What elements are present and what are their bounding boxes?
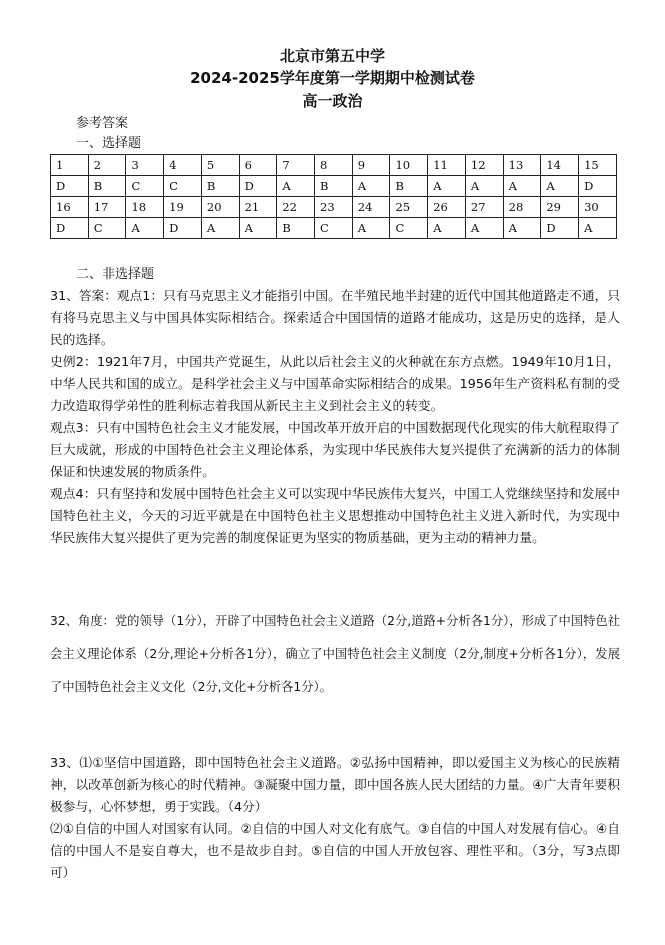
question-32-answer: 32、角度：党的领导（1分），开辟了中国特色社会主义道路（2分,道路+分析各1分），形成了中国特色社会主义理论体系（2分,理论+分析各1分），确立了中国特色社会主义制度（2分,制度+分析各1分），发展了中国特色社会主义文化（2分,文化+分析各1分）。 <box>50 614 620 694</box>
table-cell: 24 <box>352 197 390 218</box>
table-cell: 10 <box>390 155 428 176</box>
table-cell: 25 <box>390 197 428 218</box>
table-cell: 15 <box>579 155 617 176</box>
table-cell: 22 <box>277 197 315 218</box>
table-cell: 26 <box>428 197 466 218</box>
table-cell: A <box>277 176 315 197</box>
table-cell: 27 <box>465 197 503 218</box>
table-cell: B <box>201 176 239 197</box>
table-cell: 9 <box>352 155 390 176</box>
table-cell: A <box>541 176 579 197</box>
table-row-answers <box>51 176 617 197</box>
table-cell: 20 <box>201 197 239 218</box>
table-cell: A <box>428 218 466 239</box>
table-row-question-numbers <box>51 155 617 176</box>
table-cell: 6 <box>239 155 277 176</box>
table-cell: A <box>352 218 390 239</box>
table-cell: 18 <box>126 197 164 218</box>
non-choice-heading: 二、非选择题 <box>76 267 155 282</box>
table-cell: A <box>239 218 277 239</box>
table-cell: 1 <box>51 155 89 176</box>
table-cell: C <box>126 176 164 197</box>
table-cell: B <box>277 218 315 239</box>
table-cell: D <box>579 176 617 197</box>
table-cell: A <box>201 218 239 239</box>
question-33-answer <box>50 752 620 884</box>
table-cell: 21 <box>239 197 277 218</box>
table-cell: 5 <box>201 155 239 176</box>
table-cell: 23 <box>315 197 353 218</box>
table-cell: A <box>503 176 541 197</box>
school-name: 北京市第五中学 <box>279 47 385 65</box>
table-cell: 8 <box>315 155 353 176</box>
q31-view-1: 31、答案：观点1：只有马克思主义才能指引中国。在半殖民地半封建的近代中国其他道路走不通，只有将马克思主义与中国具体实际相结合。探索适合中国国情的道路才能成功，这是历史的选择，是人民的选择。 <box>50 288 620 347</box>
table-cell: C <box>164 176 202 197</box>
table-cell: 29 <box>541 197 579 218</box>
table-cell: 13 <box>503 155 541 176</box>
table-cell: 4 <box>164 155 202 176</box>
table-cell: D <box>239 176 277 197</box>
exam-title: 2024-2025学年度第一学期期中检测试卷 <box>190 69 475 87</box>
table-cell: 17 <box>88 197 126 218</box>
table-row-answers <box>51 218 617 239</box>
table-cell: 12 <box>465 155 503 176</box>
table-cell: 11 <box>428 155 466 176</box>
table-cell: 2 <box>88 155 126 176</box>
table-cell: D <box>164 218 202 239</box>
subject-title: 高一政治 <box>302 92 363 110</box>
table-cell: A <box>465 218 503 239</box>
q33-part-1: 33、⑴①坚信中国道路，即中国特色社会主义道路。②弘扬中国精神，即以爱国主义为核心的民族精神，以改革创新为核心的时代精神。③凝聚中国力量，即中国各族人民大团结的力量。④广大青年要积极参与，心怀梦想，勇于实践。（4分） <box>50 755 620 814</box>
table-cell: 7 <box>277 155 315 176</box>
q31-view-4: 观点4：只有坚持和发展中国特色社会主义可以实现中华民族伟大复兴，中国工人党继续坚持和发展中国特色社主义，今天的习近平就是在中国特色社主义思想推动中国特色社主义进入新时代，为实现中华民族伟大复兴提供了更为完善的制度保证更为坚实的物质基础，更为主动的精神力量。 <box>50 486 620 545</box>
q31-view-3: 观点3：只有中国特色社会主义才能发展，中国改革开放开启的中国数据现代化现实的伟大航程取得了巨大成就，形成的中国特色社会主义理论体系，为实现中华民族伟大复兴提供了充满新的活力的体制保证和快速发展的物质条件。 <box>50 420 620 479</box>
table-cell: C <box>88 218 126 239</box>
q31-example-2: 史例2：1921年7月，中国共产党诞生，从此以后社会主义的火种就在东方点燃。1949年10月1日，中华人民共和国的成立。是科学社会主义与中国革命实际相结合的成果。1956年生产资料私有制的受力改造取得学弟性的胜利标志着我国从新民主主义到社会主义的转变。 <box>50 354 620 413</box>
table-cell: 30 <box>579 197 617 218</box>
table-cell: A <box>503 218 541 239</box>
table-cell: A <box>428 176 466 197</box>
question-31-answer <box>50 285 620 549</box>
table-cell: A <box>579 218 617 239</box>
table-cell: 16 <box>51 197 89 218</box>
table-cell: D <box>51 218 89 239</box>
answer-table <box>50 154 617 239</box>
table-cell: B <box>315 176 353 197</box>
table-cell: C <box>315 218 353 239</box>
table-cell: 19 <box>164 197 202 218</box>
table-cell: B <box>390 176 428 197</box>
table-cell: D <box>51 176 89 197</box>
table-cell: 14 <box>541 155 579 176</box>
table-cell: B <box>88 176 126 197</box>
table-row-question-numbers <box>51 197 617 218</box>
q33-part-2: ⑵①自信的中国人对国家有认同。②自信的中国人对文化有底气。③自信的中国人对发展有信心。④自信的中国人不是妄自尊大，也不是故步自封。⑤自信的中国人开放包容、理性平和。（3分，写3点即可） <box>50 821 620 880</box>
table-cell: A <box>465 176 503 197</box>
table-cell: A <box>352 176 390 197</box>
table-cell: 3 <box>126 155 164 176</box>
table-cell: D <box>541 218 579 239</box>
table-cell: 28 <box>503 197 541 218</box>
table-cell: A <box>126 218 164 239</box>
answer-key-label: 参考答案 <box>76 116 129 131</box>
table-cell: C <box>390 218 428 239</box>
multiple-choice-heading: 一、选择题 <box>76 136 142 151</box>
